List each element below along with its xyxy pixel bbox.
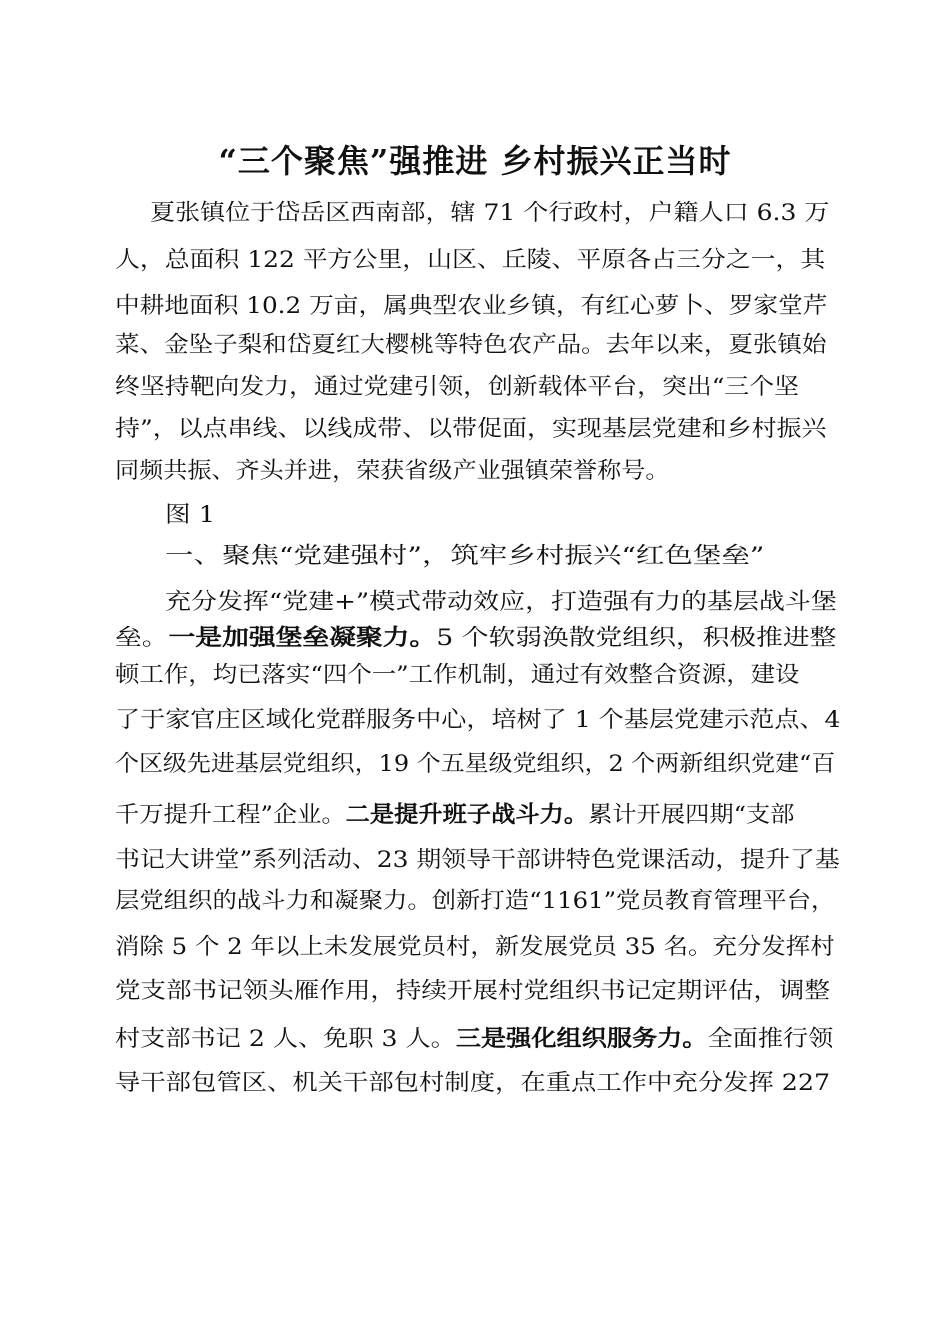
text-line — [115, 800, 795, 830]
text-segment: 同频共振、齐头并进，荣获省级产业强镇荣誉称号。 — [115, 458, 670, 484]
bold-heading-text: 三是强化组织服务力。 — [455, 1026, 708, 1052]
text-line — [115, 976, 830, 1006]
text-segment: 了于家官庄区域化党群服务中心，培树了 1 个基层党建示范点、4 — [115, 707, 841, 733]
text-segment: 导干部包管区、机关干部包村制度，在重点工作中充分发挥 227 — [115, 1070, 831, 1096]
text-line — [115, 886, 835, 916]
text-segment: 书记大讲堂”系列活动、23 期领导干部讲特色党课活动，提升了基 — [115, 847, 840, 873]
text-line — [115, 414, 826, 444]
text-line — [115, 623, 836, 653]
text-segment: 千万提升工程”企业。 — [115, 802, 346, 828]
text-line — [165, 541, 764, 571]
text-line — [165, 587, 837, 617]
text-segment: 5 个软弱涣散党组织，积极推进整 — [436, 625, 837, 651]
document-title: “三个聚焦”强推进 乡村振兴正当时 — [218, 142, 732, 180]
text-line — [150, 198, 829, 228]
text-segment: 一、聚焦“党建强村”，筑牢乡村振兴“红色堡垒” — [165, 543, 765, 569]
text-line — [115, 372, 799, 402]
text-segment: 夏张镇位于岱岳区西南部，辖 71 个行政村，户籍人口 6.3 万 — [150, 200, 830, 226]
text-segment: 中耕地面积 10.2 万亩，属典型农业乡镇，有红心萝卜、罗家堂芹 — [115, 293, 828, 319]
text-line — [115, 660, 799, 690]
text-segment: 累计开展四期“支部 — [588, 802, 795, 828]
text-line — [165, 500, 215, 530]
text-segment: 全面推行领 — [707, 1026, 834, 1052]
text-line — [115, 291, 827, 321]
text-line — [115, 845, 840, 875]
text-line — [115, 1024, 833, 1054]
text-line — [115, 456, 669, 486]
text-segment: 个区级先进基层党组织，19 个五星级党组织，2 个两新组织党建“百 — [115, 751, 836, 777]
text-line — [115, 749, 835, 779]
text-segment: 持”，以点串线、以线成带、以带促面，实现基层党建和乡村振兴 — [115, 416, 827, 442]
text-segment: 垒。 — [115, 625, 169, 651]
text-segment: 图 1 — [165, 502, 215, 528]
text-line — [115, 705, 840, 735]
text-segment: 人，总面积 122 平方公里，山区、丘陵、平原各占三分之一，其 — [115, 247, 826, 273]
text-segment: 层党组织的战斗力和凝聚力。创新打造“1161”党员教育管理平台， — [115, 888, 836, 914]
text-segment: 消除 5 个 2 年以上未发展党员村，新发展党员 35 名。充分发挥村 — [115, 934, 835, 960]
bold-heading-text: 二是提升班子战斗力。 — [345, 802, 589, 828]
text-line — [115, 330, 827, 360]
text-segment: 村支部书记 2 人、免职 3 人。 — [115, 1026, 456, 1052]
bold-heading-text: 一是加强堡垒凝聚力。 — [168, 625, 437, 651]
text-segment: 充分发挥“党建+”模式带动效应，打造强有力的基层战斗堡 — [165, 589, 837, 615]
text-segment: 党支部书记领头雁作用，持续开展村党组织书记定期评估，调整 — [115, 978, 831, 1004]
text-line — [115, 1068, 830, 1098]
text-segment: 顿工作，均已落实“四个一”工作机制，通过有效整合资源，建设 — [115, 662, 800, 688]
text-line — [115, 932, 835, 962]
text-segment: 菜、金坠子梨和岱夏红大樱桃等特色农产品。去年以来，夏张镇始 — [115, 332, 827, 358]
text-line — [115, 245, 825, 275]
text-segment: 终坚持靶向发力，通过党建引领，创新载体平台，突出“三个坚 — [115, 374, 800, 400]
